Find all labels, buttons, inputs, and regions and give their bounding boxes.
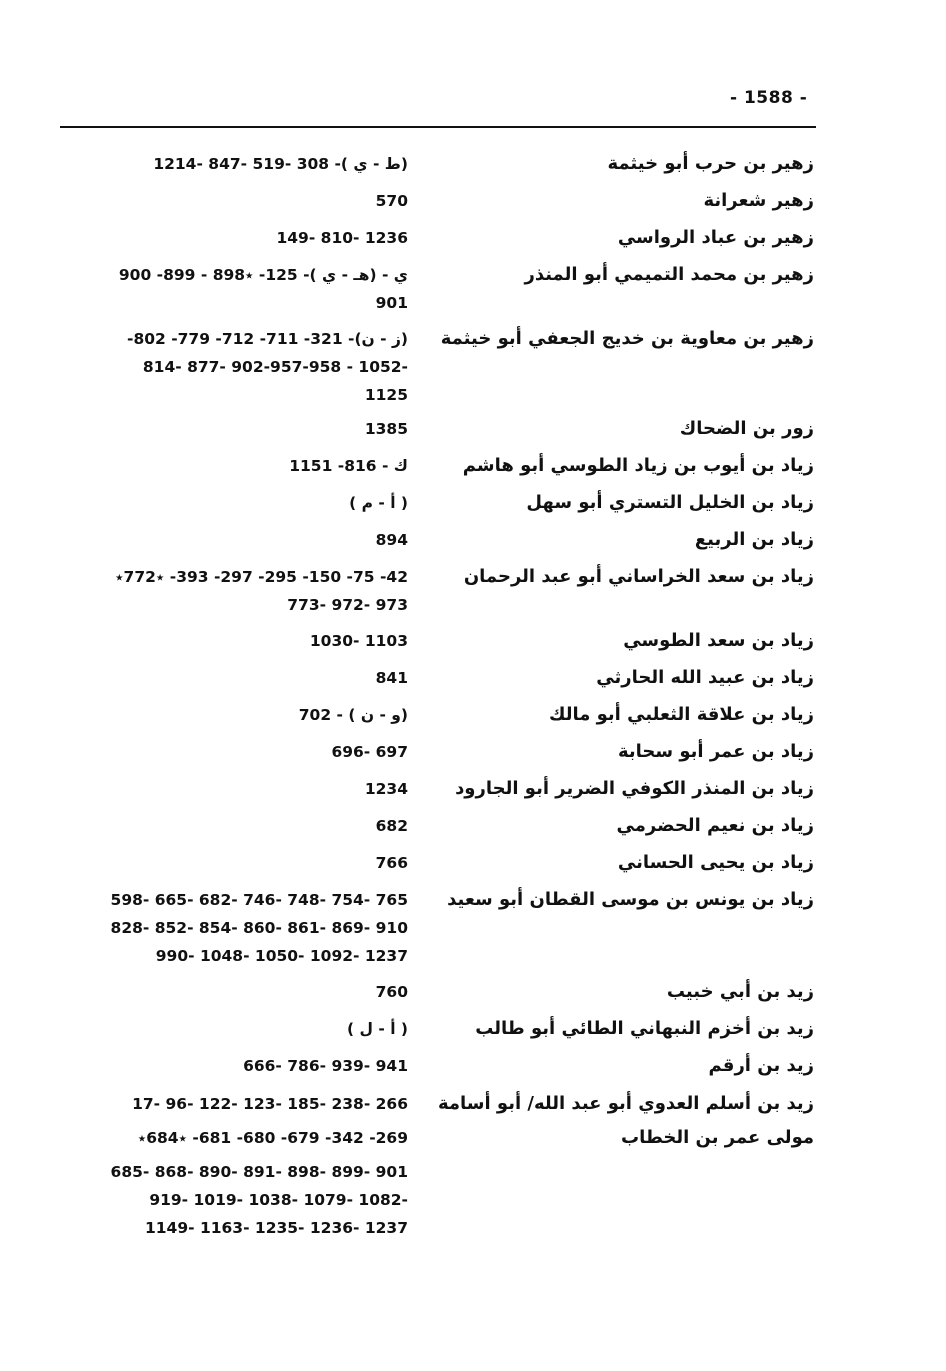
entry-refs <box>48 886 408 970</box>
name-line: زهير بن محمد التميمي أبو المنذر <box>524 264 814 285</box>
entry-refs <box>48 489 408 517</box>
name-line: زهير بن حرب أبو خيثمة <box>607 153 814 174</box>
name-line: زهير شعرانة <box>703 190 814 211</box>
entry-refs <box>48 701 408 729</box>
ref-line: 570 <box>375 192 408 210</box>
entry-name <box>454 526 814 560</box>
page-number: - 1588 - <box>730 88 808 108</box>
ref-line: (ط - ي )- 308 -519 -847 -1214 <box>153 155 408 173</box>
ref-line: 760 <box>375 983 408 1001</box>
name-line: زيد بن أبي خبيب <box>666 981 814 1002</box>
ref-line: 894 <box>375 531 408 549</box>
entry-name <box>454 452 814 486</box>
entry-refs <box>48 224 408 252</box>
entry-refs <box>48 526 408 554</box>
entry-name <box>454 1052 814 1086</box>
ref-line: ( أ - م ) <box>349 494 408 512</box>
entry-name <box>454 224 814 258</box>
ref-line: 685- 868- 890- 891- 898- 899- 901 <box>110 1163 408 1181</box>
name-line: زياد بن يونس بن موسى القطان أبو سعيد <box>447 889 814 910</box>
ref-line: 773- 972- 973 <box>287 596 408 614</box>
ref-line: 841 <box>375 669 408 687</box>
entry-name <box>454 978 814 1012</box>
entry-refs <box>48 187 408 215</box>
entry-name <box>440 325 814 359</box>
entry-name <box>454 627 814 661</box>
entry-refs <box>48 325 408 409</box>
ref-line: 666- 786- 939- 941 <box>243 1057 408 1075</box>
entry-name <box>454 812 814 846</box>
entry-name <box>454 664 814 698</box>
name-line: زياد بن يحيى الحساني <box>617 852 814 873</box>
ref-line: 1149- 1163- 1235- 1236- 1237 <box>144 1219 408 1237</box>
ref-line: 269- 342- 679- 680- 681- ٭684٭ <box>137 1129 408 1147</box>
entry-name <box>454 701 814 735</box>
ref-line: 42- 75- 150- 295- 297- 393- ٭772٭ <box>115 568 408 586</box>
name-line: زهير بن عباد الرواسي <box>617 227 814 248</box>
ref-line: ك - 816- 1151 <box>289 457 408 475</box>
name-line: زياد بن أيوب بن زياد الطوسي أبو هاشم <box>462 455 814 476</box>
name-line: زيد بن أرقم <box>708 1055 814 1076</box>
entry-refs <box>48 261 408 317</box>
ref-line: (و - ن ) - 702 <box>298 706 408 724</box>
ref-line: 901 <box>375 294 408 312</box>
entry-refs <box>48 1090 408 1242</box>
entry-name <box>447 886 814 920</box>
name-line: زياد بن سعد الطوسي <box>623 630 814 651</box>
name-line: زور بن الضحاك <box>679 418 814 439</box>
entry-name <box>454 738 814 772</box>
name-line: زيد بن أسلم العدوي أبو عبد الله/ أبو أسامة <box>437 1093 814 1114</box>
name-line: مولى عمر بن الخطاب <box>621 1127 814 1148</box>
ref-line: 682 <box>375 817 408 835</box>
entry-refs <box>48 775 408 803</box>
name-line: زياد بن عمر أبو سحابة <box>617 741 814 762</box>
entry-name <box>454 775 814 809</box>
name-line: زياد بن نعيم الحضرمي <box>616 815 814 836</box>
entry-refs <box>48 563 408 619</box>
entry-refs <box>48 452 408 480</box>
ref-line: ( أ - ل ) <box>347 1020 408 1038</box>
ref-line: 598- 665- 682- 746- 748- 754- 765 <box>110 891 408 909</box>
entry-name <box>454 187 814 221</box>
entry-refs <box>48 849 408 877</box>
ref-line: 1030- 1103 <box>309 632 408 650</box>
name-line: زهير بن معاوية بن خديج الجعفي أبو خيثمة <box>440 328 814 349</box>
name-line: زياد بن المنذر الكوفي الضرير أبو الجارود <box>455 778 814 799</box>
ref-line: (ز - ن)- 321- 711- 712- 779- 802- <box>127 330 408 348</box>
ref-line: 814- 877- 902-957-958 - 1052- <box>142 358 408 376</box>
header-rule <box>60 126 816 128</box>
name-line: زياد بن عبيد الله الحارثي <box>596 667 814 688</box>
entry-refs <box>48 1052 408 1080</box>
entry-name <box>437 1090 814 1158</box>
name-line: زيد بن أخزم النبهاني الطائي أبو طالب <box>475 1018 814 1039</box>
ref-line: 1234 <box>364 780 408 798</box>
ref-line: 696- 697 <box>331 743 408 761</box>
name-line: زياد بن سعد الخراساني أبو عبد الرحمان <box>463 566 814 587</box>
entry-refs <box>48 627 408 655</box>
ref-line: 828- 852- 854- 860- 861- 869- 910 <box>110 919 408 937</box>
entry-name <box>454 150 814 184</box>
name-line: زياد بن الربيع <box>694 529 814 550</box>
entry-refs <box>48 415 408 443</box>
entry-name <box>454 1015 814 1049</box>
name-line: زياد بن الخليل التستري أبو سهل <box>526 492 814 513</box>
ref-line: 766 <box>375 854 408 872</box>
ref-line: 17- 96- 122- 123- 185- 238- 266 <box>132 1095 408 1113</box>
ref-line: 1125 <box>364 386 408 404</box>
ref-line: 149- 810- 1236 <box>276 229 408 247</box>
ref-line: 1385 <box>364 420 408 438</box>
ref-line: ي - (هـ - ي )- 125- ٭898 - 899- 900 <box>118 266 408 284</box>
entry-name <box>454 261 814 295</box>
entry-refs <box>48 150 408 178</box>
entry-refs <box>48 664 408 692</box>
entry-refs <box>48 812 408 840</box>
entry-name <box>454 489 814 523</box>
entry-refs <box>48 1015 408 1043</box>
entry-refs <box>48 738 408 766</box>
ref-line: 919- 1019- 1038- 1079- 1082- <box>149 1191 408 1209</box>
entry-refs <box>48 978 408 1006</box>
name-line: زياد بن علاقة الثعلبي أبو مالك <box>548 704 814 725</box>
entry-name <box>454 849 814 883</box>
entry-name <box>454 563 814 597</box>
entry-name <box>454 415 814 449</box>
ref-line: 990- 1048- 1050- 1092- 1237 <box>155 947 408 965</box>
